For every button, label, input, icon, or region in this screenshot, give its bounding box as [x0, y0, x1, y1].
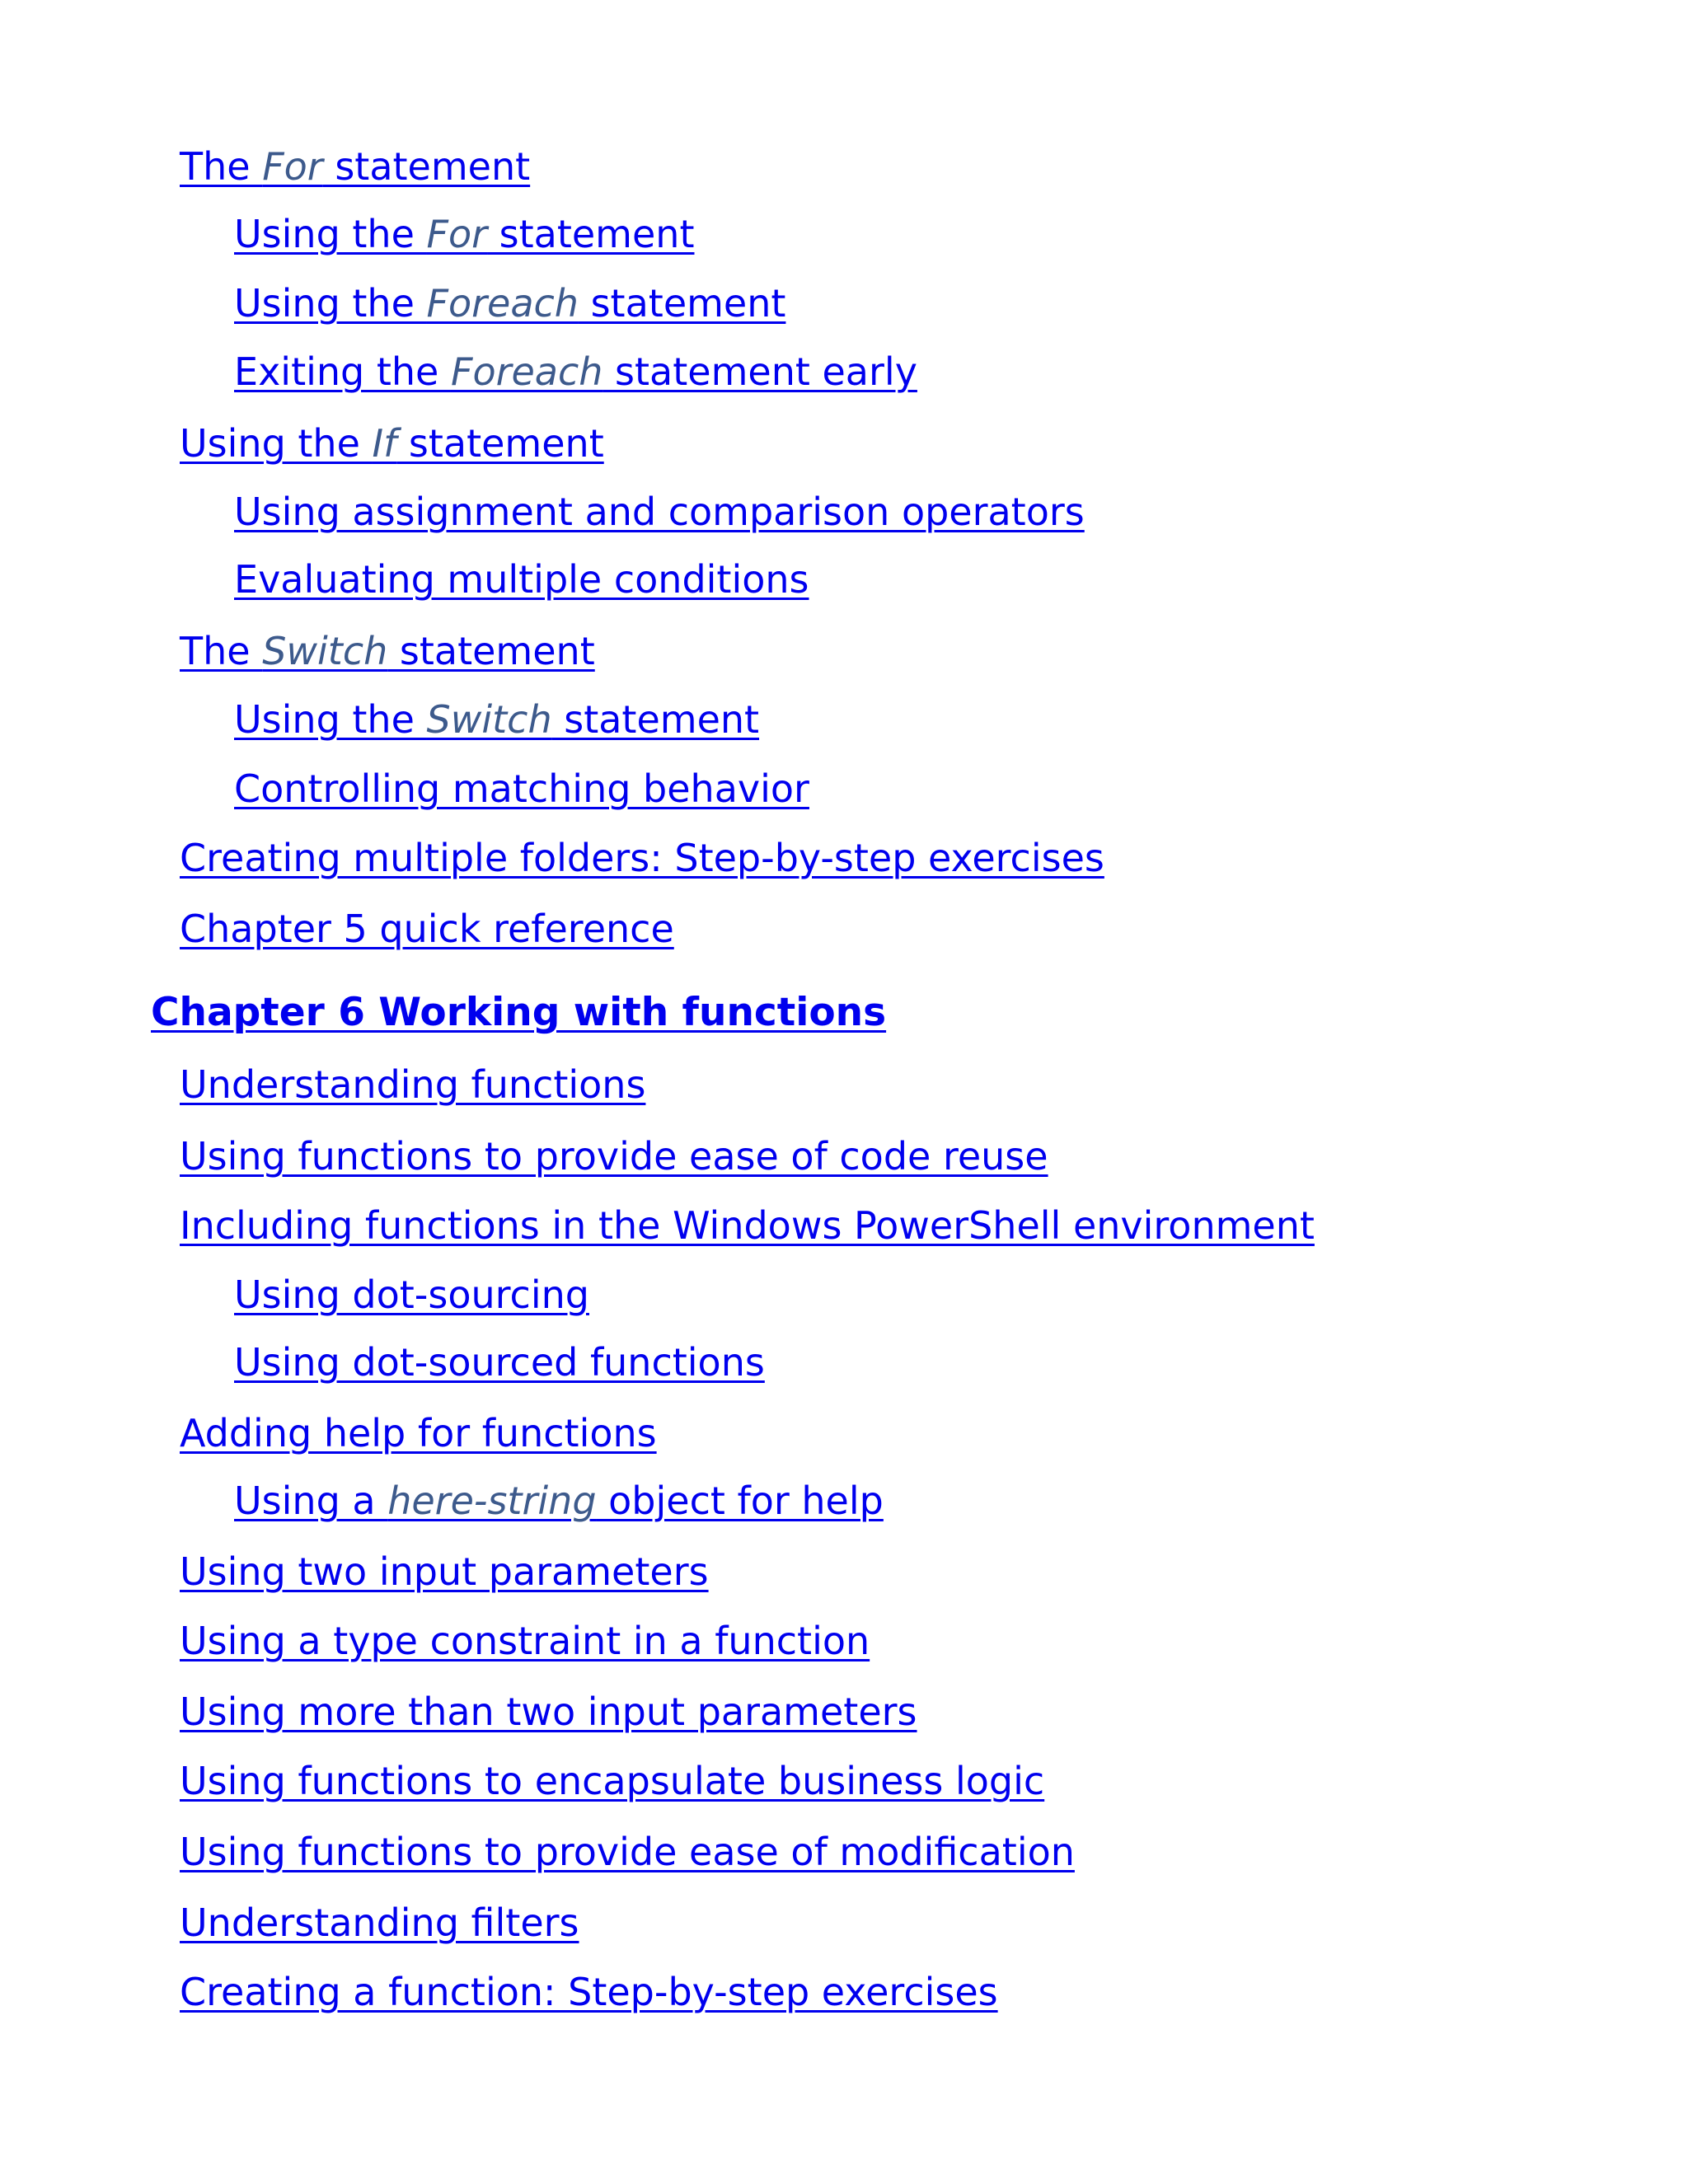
toc-link-controlling-matching-behavior[interactable]: Controlling matching behavior: [234, 766, 809, 811]
toc-keyword: Foreach: [426, 281, 579, 326]
toc-keyword: For: [426, 212, 488, 256]
toc-link-creating-function-exercises[interactable]: Creating a function: Step-by-step exercises: [180, 1970, 998, 2014]
toc-text: Using the: [234, 212, 427, 256]
toc-text: Using the: [234, 281, 427, 326]
toc-link-assignment-comparison-operators[interactable]: Using assignment and comparison operators: [234, 490, 1085, 534]
toc-link-two-input-parameters[interactable]: Using two input parameters: [180, 1549, 709, 1594]
toc-text: statement early: [603, 349, 917, 394]
toc-text: Using the: [180, 421, 373, 466]
toc-keyword: Switch: [426, 697, 552, 742]
toc-link-adding-help-for-functions[interactable]: Adding help for functions: [180, 1411, 657, 1455]
toc-link-exiting-foreach-early[interactable]: [234, 347, 917, 396]
toc-link-more-than-two-parameters[interactable]: Using more than two input parameters: [180, 1690, 917, 1734]
toc-text: The: [180, 144, 263, 189]
toc-link-understanding-functions[interactable]: Understanding functions: [180, 1062, 646, 1107]
toc-keyword: If: [372, 421, 397, 466]
toc-link-using-dot-sourced-functions[interactable]: Using dot-sourced functions: [234, 1340, 765, 1385]
toc-link-functions-code-reuse[interactable]: Using functions to provide ease of code reuse: [180, 1134, 1048, 1179]
toc-link-using-dot-sourcing[interactable]: Using dot-sourcing: [234, 1272, 589, 1317]
toc-text: Exiting the: [234, 349, 451, 394]
toc-link-switch-statement[interactable]: [180, 626, 595, 676]
toc-keyword: here-string: [387, 1479, 597, 1523]
toc-link-using-for-statement[interactable]: [234, 209, 694, 259]
toc-keyword: For: [262, 144, 323, 189]
toc-keyword: Switch: [262, 629, 388, 673]
toc-link-chapter5-quick-reference[interactable]: Chapter 5 quick reference: [180, 907, 674, 951]
toc-text: statement: [578, 281, 786, 326]
toc-link-chapter6-title[interactable]: Chapter 6 Working with functions: [151, 990, 887, 1035]
toc-link-evaluating-multiple-conditions[interactable]: Evaluating multiple conditions: [234, 557, 809, 602]
toc-text: statement: [387, 629, 595, 673]
toc-link-here-string-help[interactable]: [234, 1476, 884, 1526]
toc-text: Using a: [234, 1479, 388, 1523]
toc-text: statement: [487, 212, 695, 256]
toc-link-encapsulate-business-logic[interactable]: Using functions to encapsulate business logic: [180, 1759, 1045, 1803]
toc-link-using-if-statement[interactable]: [180, 419, 604, 468]
toc-link-for-statement[interactable]: [180, 142, 530, 191]
toc-link-creating-multiple-folders-exercises[interactable]: Creating multiple folders: Step-by-step exercises: [180, 836, 1104, 880]
toc-text: statement: [551, 697, 760, 742]
toc-link-using-switch-statement[interactable]: [234, 695, 759, 744]
toc-link-including-functions[interactable]: Including functions in the Windows PowerShell environment: [180, 1203, 1315, 1248]
toc-text: object for help: [596, 1479, 884, 1523]
toc-keyword: Foreach: [450, 349, 603, 394]
toc-link-using-foreach-statement[interactable]: [234, 279, 785, 328]
toc-link-understanding-filters[interactable]: Understanding filters: [180, 1900, 579, 1945]
toc-link-type-constraint[interactable]: Using a type constraint in a function: [180, 1619, 870, 1663]
toc-link-ease-of-modification[interactable]: Using functions to provide ease of modification: [180, 1830, 1075, 1874]
toc-text: The: [180, 629, 263, 673]
toc-text: statement: [322, 144, 531, 189]
toc-text: statement: [396, 421, 604, 466]
toc-text: Using the: [234, 697, 427, 742]
